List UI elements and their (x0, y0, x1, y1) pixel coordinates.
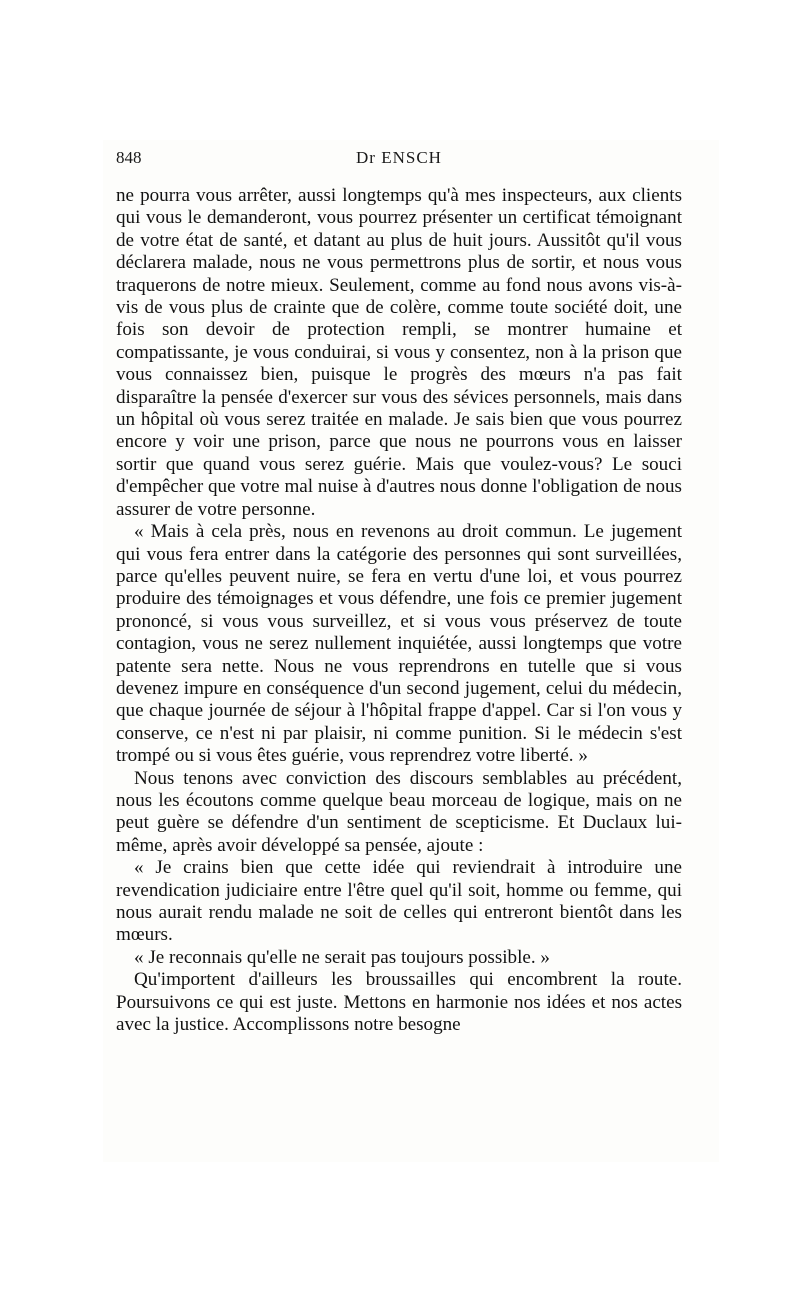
paragraph: Nous tenons avec conviction des discours semblables au précédent, nous les écoutons comme quelque beau morceau de logique, mais on ne peut guère se défendre d'un sentiment de scepticisme. Et Duclaux lui-même, après avoir développé sa pensée, ajoute : (116, 767, 682, 856)
page-header (116, 148, 682, 172)
paragraph: Qu'importent d'ailleurs les broussailles qui encombrent la route. Poursuivons ce qui est juste. Mettons en harmonie nos idées et nos actes avec la justice. Accomplissons notre besogne (116, 969, 682, 1036)
quotation-paragraph: « Je reconnais qu'elle ne serait pas toujours possible. » (134, 946, 550, 968)
page-number: 848 (116, 148, 142, 167)
body-text (116, 185, 682, 1036)
paragraph: « Mais à cela près, nous en revenons au droit commun. Le jugement qui vous fera entrer dans la catégorie des personnes qui sont surveillées, parce qu'elles peuvent nuire, se fera en vertu d'une loi, et vous pourrez produire des témoignages et vous défendre, une fois ce premier jugement prononcé, si vous vous surveillez, et si vous vous préservez de toute contagion, vous ne serez nullement inquiétée, aussi longtemps que votre patente sera nette. Nous ne vous reprendrons en tutelle que si vous devenez impure en conséquence d'un second jugement, celui du médecin, que chaque journée de séjour à l'hôpital frappe d'appel. Car si l'on vous y conserve, ce n'est ni par plaisir, ni comme punition. Si le médecin s'est trompé ou si vous êtes guérie, vous reprendrez votre liberté. » (116, 521, 682, 767)
quotation-paragraph: « Je crains bien que cette idée qui reviendrait à introduire une revendication judiciaire entre l'être quel qu'il soit, homme ou femme, qui nous aurait rendu malade ne soit de celles qui entreront bientôt dans les mœurs. (116, 857, 682, 946)
running-head: Dr ENSCH (356, 148, 442, 167)
paragraph: ne pourra vous arrêter, aussi longtemps qu'à mes inspecteurs, aux clients qui vous le demanderont, vous pourrez présenter un certificat témoignant de votre état de santé, et datant au plus de huit jours. Aussitôt qu'il vous déclarera malade, nous ne vous permettrons plus de sortir, et nous vous traquerons de notre mieux. Seulement, comme au fond nous avons vis-à-vis de vous plus de crainte que de colère, comme toute société doit, une fois son devoir de protection rempli, se montrer humaine et compatissante, je vous conduirai, si vous y consentez, non à la prison que vous connaissez bien, puisque le progrès des mœurs n'a pas fait disparaître la pensée d'exercer sur vous des sévices personnels, mais dans un hôpital où vous serez traitée en malade. Je sais bien que vous pourrez encore y voir une prison, parce que nous ne pourrons vous en laisser sortir que quand vous serez guérie. Mais que voulez-vous? Le souci d'empêcher que votre mal nuise à d'autres nous donne l'obligation de nous assurer de votre personne. (116, 185, 682, 520)
